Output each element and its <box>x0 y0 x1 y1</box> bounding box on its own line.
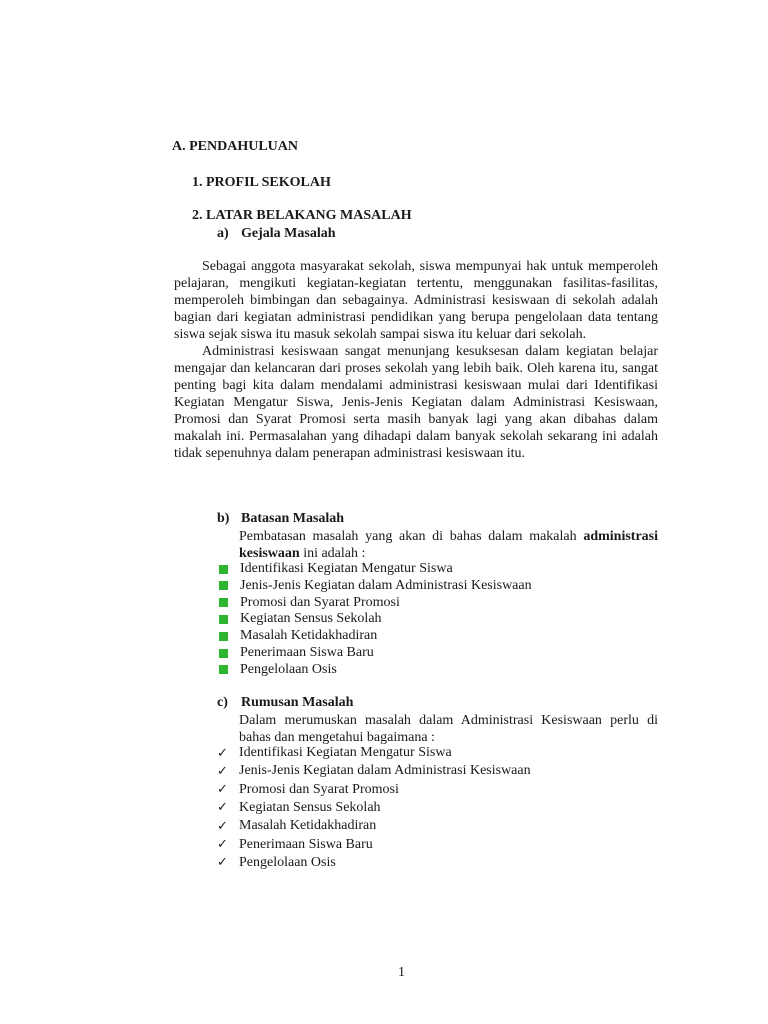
green-square-bullet-icon <box>219 615 228 624</box>
green-square-bullet-icon <box>219 565 228 574</box>
sub-a-marker: a) <box>217 226 229 241</box>
list-item <box>217 817 376 835</box>
list-item-label: Kegiatan Sensus Sekolah <box>240 611 382 627</box>
green-square-bullet-icon <box>219 598 228 607</box>
sub-c-intro: Dalam merumuskan masalah dalam Administrasi Kesiswaan perlu di bahas dan mengetahui bagaimana : <box>239 713 658 745</box>
list-item <box>217 854 336 872</box>
heading-latar-belakang: 2. LATAR BELAKANG MASALAH <box>192 208 412 223</box>
sub-c-marker: c) <box>217 695 228 710</box>
list-item <box>217 836 373 854</box>
checkmark-bullet-icon: ✓ <box>217 800 228 816</box>
sub-a-title: Gejala Masalah <box>241 226 336 241</box>
checkmark-bullet-icon: ✓ <box>217 745 228 761</box>
list-item <box>217 644 374 662</box>
list-item-label: Masalah Ketidakhadiran <box>240 628 378 644</box>
checkmark-bullet-icon: ✓ <box>217 763 228 779</box>
list-item-label: Identifikasi Kegiatan Mengatur Siswa <box>240 561 453 576</box>
sub-b-intro-bold: administrasi kesiswaan <box>239 529 659 561</box>
list-item-label: Pengelolaan Osis <box>239 854 336 870</box>
sub-b-intro-text: Pembatasan masalah yang akan di bahas dalam makalah <box>239 529 577 544</box>
list-item <box>217 762 531 780</box>
list-item-label: Jenis-Jenis Kegiatan dalam Administrasi Kesiswaan <box>239 763 531 779</box>
list-item-label: Promosi dan Syarat Promosi <box>240 594 400 610</box>
list-item-label: Identifikasi Kegiatan Mengatur Siswa <box>239 745 452 760</box>
list-item <box>217 560 453 578</box>
checkmark-bullet-icon: ✓ <box>217 855 228 871</box>
list-item-label: Promosi dan Syarat Promosi <box>239 781 399 797</box>
green-square-bullet-icon <box>219 632 228 641</box>
green-square-bullet-icon <box>219 665 228 674</box>
paragraph: Sebagai anggota masyarakat sekolah, siswa mempunyai hak untuk memperoleh pelajaran, mengikuti kegiatan-kegiatan tertentu, menggunakan fasilitas-fasilitas, memperoleh bimbingan dan sebagainya. Administrasi kesiswaan di sekolah adalah bagian dari kegiatan administrasi pendidikan yang berupa pengelolaan data tentang siswa sejak siswa itu masuk sekolah sampai siswa itu keluar dari sekolah. <box>174 259 658 342</box>
sub-b-intro <box>239 528 658 562</box>
page-number: 1 <box>398 965 405 980</box>
sub-b-marker: b) <box>217 511 230 526</box>
checkmark-bullet-icon: ✓ <box>217 782 228 798</box>
list-item-label: Masalah Ketidakhadiran <box>239 818 377 834</box>
list-item <box>217 577 532 595</box>
list-item-label: Penerimaan Siswa Baru <box>240 645 374 660</box>
checkmark-bullet-icon: ✓ <box>217 818 228 834</box>
list-item <box>217 594 400 612</box>
list-item <box>217 661 337 679</box>
list-item <box>217 781 399 799</box>
list-item <box>217 627 377 645</box>
heading-profil-sekolah: 1. PROFIL SEKOLAH <box>192 175 331 190</box>
list-item-label: Kegiatan Sensus Sekolah <box>239 799 381 815</box>
sub-b-title: Batasan Masalah <box>241 511 345 526</box>
green-square-bullet-icon <box>219 649 228 658</box>
list-item <box>217 610 382 628</box>
list-item-label: Jenis-Jenis Kegiatan dalam Administrasi Kesiswaan <box>240 577 532 593</box>
list-item <box>217 744 452 762</box>
sub-c-title: Rumusan Masalah <box>241 695 354 710</box>
list-item-label: Penerimaan Siswa Baru <box>239 836 373 852</box>
green-square-bullet-icon <box>219 581 228 590</box>
checkmark-bullet-icon: ✓ <box>217 837 228 852</box>
sub-b-intro-tail: ini adalah : <box>299 546 366 561</box>
heading-pendahuluan: A. PENDAHULUAN <box>172 139 298 154</box>
list-item-label: Pengelolaan Osis <box>240 661 337 677</box>
paragraph: Administrasi kesiswaan sangat menunjang kesuksesan dalam kegiatan belajar mengajar dan kelancaran dari proses sekolah yang lebih baik. Oleh karena itu, sangat penting bagi kita dalam mendalami administrasi kesiswaan mulai dari Identifikasi Kegiatan Mengatur Siswa, Jenis-Jenis Kegiatan dalam Administrasi Kesiswaan, Promosi dan Syarat Promosi serta masih banyak lagi yang akan dibahas dalam makalah ini. Permasalahan yang dihadapi dalam banyak sekolah sekarang ini adalah tidak sepenuhnya dalam penerapan administrasi kesiswaan itu. <box>174 344 658 461</box>
gejala-body <box>174 258 658 462</box>
list-item <box>217 799 381 817</box>
